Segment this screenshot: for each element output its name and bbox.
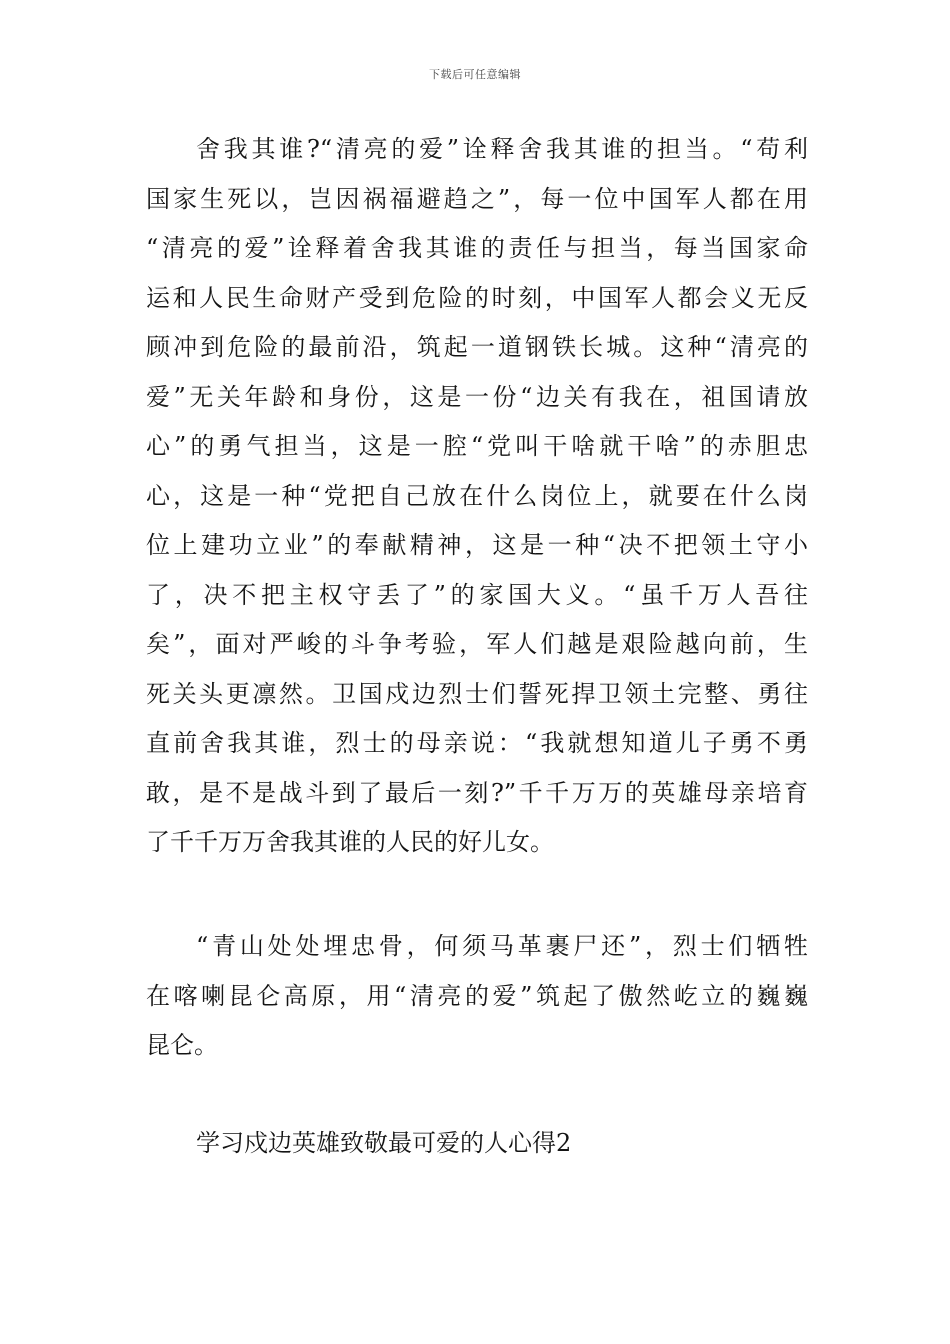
- paragraph-line: 位上建功立业”的奉献精神，这是一种“决不把领土守小: [146, 531, 808, 559]
- paragraph-line: 死关头更凛然。卫国戍边烈士们誓死捍卫领土完整、勇往: [146, 679, 808, 708]
- paragraph-line: 爱”无关年龄和身份，这是一份“边关有我在，祖国请放: [146, 382, 808, 411]
- paragraph-line: 心”的勇气担当，这是一腔“党叫干啥就干啥”的赤胆忠: [146, 432, 808, 460]
- paragraph-line: 直前舍我其谁，烈士的母亲说：“我就想知道儿子勇不勇: [146, 729, 808, 757]
- paragraph-line: 了千千万万舍我其谁的人民的好儿女。: [146, 828, 554, 856]
- section-heading: [146, 1119, 808, 1169]
- paragraph-line: 昆仑。: [146, 1031, 218, 1059]
- paragraph-line: “清亮的爱”诠释着舍我其谁的责任与担当，每当国家命: [146, 234, 808, 262]
- paragraph-line: 顾冲到危险的最前沿，筑起一道钢铁长城。这种“清亮的: [146, 333, 808, 361]
- paragraph-line: 在喀喇昆仑高原，用“清亮的爱”筑起了傲然屹立的巍巍: [146, 981, 808, 1010]
- paragraph-line: 矣”，面对严峻的斗争考验，军人们越是艰险越向前，生: [146, 630, 808, 658]
- paragraph-line: 心，这是一种“党把自己放在什么岗位上，就要在什么岗: [146, 481, 808, 510]
- paragraph-1: [146, 125, 808, 868]
- header-note: 下载后可任意编辑: [429, 68, 521, 81]
- paragraph-line: 敢，是不是战斗到了最后一刻?”千千万万的英雄母亲培育: [146, 778, 808, 807]
- paragraph-line: 国家生死以，岂因祸福避趋之”，每一位中国军人都在用: [146, 184, 808, 213]
- paragraph-line: “青山处处埋忠骨，何须马革裹尸还”，烈士们牺牲: [196, 932, 808, 960]
- paragraph-line: 了，决不把主权守丢了”的家国大义。“虽千万人吾往: [146, 580, 808, 609]
- paragraph-2: [146, 922, 808, 1071]
- paragraph-line: 舍我其谁?“清亮的爱”诠释舍我其谁的担当。“苟利: [196, 135, 808, 163]
- section-heading-text: 学习戍边英雄致敬最可爱的人心得2: [196, 1129, 572, 1157]
- paragraph-line: 运和人民生命财产受到危险的时刻，中国军人都会义无反: [146, 283, 808, 312]
